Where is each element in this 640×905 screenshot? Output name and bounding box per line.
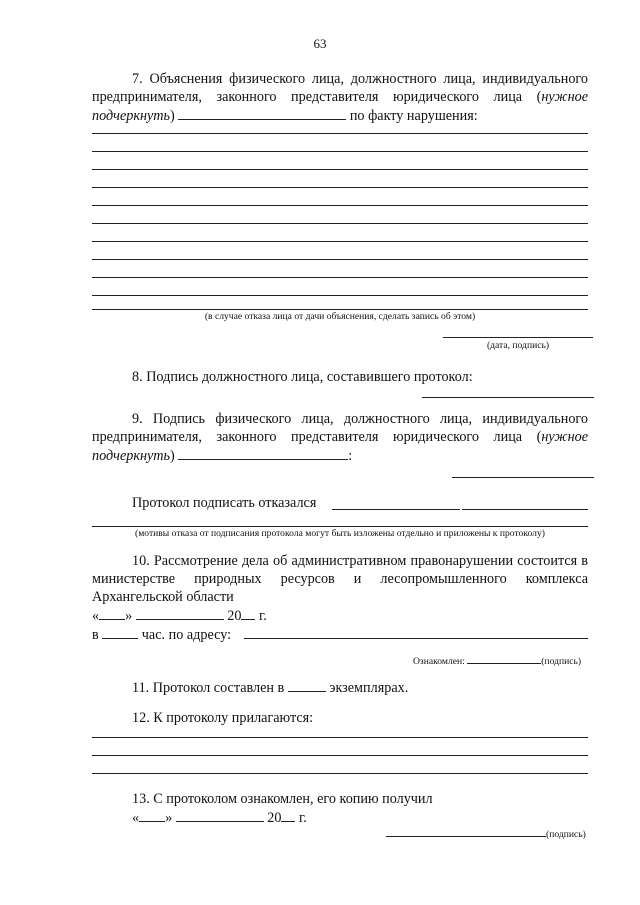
section-10-text: 10. Рассмотрение дела об административном правонарушении состоится в министерстве природных ресурсов и лесопромышленного комплекса Архангельской области bbox=[92, 553, 588, 605]
attachment-line[interactable] bbox=[92, 773, 588, 774]
year-suffix: г. bbox=[259, 608, 267, 624]
acquainted-label: Ознакомлен: bbox=[413, 656, 465, 667]
explanation-line[interactable] bbox=[92, 309, 588, 310]
section-12-text: 12. К протоколу прилагаются: bbox=[132, 710, 314, 726]
section-7-lead: 7. Объяснения физического лица, должностного лица, индивидуального предпринимателя, законного представителя юридического лица ( bbox=[92, 71, 588, 105]
refusal-text: Протокол подписать отказался bbox=[132, 495, 317, 511]
section-11-text-b: экземплярах. bbox=[329, 680, 409, 696]
page-number: 63 bbox=[313, 36, 327, 51]
year-blank[interactable] bbox=[281, 808, 295, 822]
explanation-line[interactable] bbox=[92, 187, 588, 188]
section-10-date-row bbox=[92, 606, 267, 625]
date-close-quote: » bbox=[125, 608, 133, 624]
section-9-colon: : bbox=[348, 448, 353, 464]
section-7-sign-caption: (дата, подпись) bbox=[486, 340, 550, 351]
explanation-line[interactable] bbox=[92, 133, 588, 134]
section-7-blank[interactable] bbox=[178, 106, 346, 120]
explanation-line[interactable] bbox=[92, 169, 588, 170]
explanation-line[interactable] bbox=[92, 277, 588, 278]
at-label: в bbox=[92, 627, 99, 643]
acquainted-row bbox=[413, 654, 581, 668]
explanation-line[interactable] bbox=[92, 259, 588, 260]
day-blank[interactable] bbox=[99, 606, 125, 620]
year-suffix: г. bbox=[299, 810, 307, 826]
date-open-quote: « bbox=[132, 810, 140, 826]
explanation-line[interactable] bbox=[92, 295, 588, 296]
section-9-paren: ) bbox=[170, 448, 175, 464]
acquainted-sign-caption: (подпись) bbox=[541, 656, 582, 667]
section-10-paragraph bbox=[92, 552, 588, 606]
month-blank[interactable] bbox=[136, 606, 224, 620]
attachment-line[interactable] bbox=[92, 737, 588, 738]
acquainted-sign-blank[interactable] bbox=[467, 654, 541, 664]
section-9-sign-line[interactable] bbox=[452, 477, 594, 478]
section-11-row bbox=[132, 678, 408, 697]
section-8-sign-line[interactable] bbox=[422, 397, 594, 398]
explanation-line[interactable] bbox=[92, 241, 588, 242]
section-11-text-a: 11. Протокол составлен в bbox=[132, 680, 285, 696]
section-7-paragraph bbox=[92, 70, 588, 125]
copies-blank[interactable] bbox=[288, 678, 326, 692]
section-13-sign-blank[interactable] bbox=[386, 827, 546, 837]
refusal-motive-line[interactable] bbox=[92, 526, 588, 527]
section-7-sign-line[interactable] bbox=[443, 337, 593, 338]
section-13-sign-row bbox=[386, 827, 586, 841]
section-9-lead: 9. Подпись физического лица, должностного лица, индивидуального предпринимателя, законного представителя юридического лица ( bbox=[92, 411, 588, 445]
explanation-line[interactable] bbox=[92, 205, 588, 206]
year-prefix: 20 bbox=[267, 810, 282, 826]
section-7-paren: ) bbox=[170, 108, 175, 124]
day-blank[interactable] bbox=[139, 808, 165, 822]
refusal-caption: (мотивы отказа от подписания протокола могут быть изложены отдельно и приложены к протоколу) bbox=[135, 528, 545, 539]
refusal-line-1[interactable] bbox=[332, 509, 460, 510]
attachment-line[interactable] bbox=[92, 755, 588, 756]
hours-label: час. по адресу: bbox=[141, 627, 232, 643]
section-9-italic: нужное подчеркнуть bbox=[92, 429, 588, 464]
explanation-line[interactable] bbox=[92, 223, 588, 224]
section-10-time-row bbox=[92, 625, 231, 644]
section-13-date-row bbox=[132, 808, 307, 827]
month-blank[interactable] bbox=[176, 808, 264, 822]
explanation-line[interactable] bbox=[92, 151, 588, 152]
section-7-caption: (в случае отказа лица от дачи объяснения, сделать запись об этом) bbox=[204, 311, 476, 322]
section-8-text: 8. Подпись должностного лица, составившего протокол: bbox=[132, 369, 473, 385]
section-13-sign-caption: (подпись) bbox=[546, 829, 586, 840]
date-close-quote: » bbox=[165, 810, 173, 826]
section-7-italic: нужное подчеркнуть bbox=[92, 89, 588, 124]
section-9-blank[interactable] bbox=[178, 446, 348, 460]
year-prefix: 20 bbox=[227, 608, 242, 624]
date-open-quote: « bbox=[92, 608, 100, 624]
section-13-text: 13. С протоколом ознакомлен, его копию получил bbox=[132, 791, 433, 807]
year-blank[interactable] bbox=[241, 606, 255, 620]
hour-blank[interactable] bbox=[102, 625, 138, 639]
refusal-line-2[interactable] bbox=[462, 509, 588, 510]
section-7-after: по факту нарушения: bbox=[349, 108, 478, 124]
section-9-paragraph bbox=[92, 410, 588, 465]
address-line[interactable] bbox=[244, 638, 588, 639]
